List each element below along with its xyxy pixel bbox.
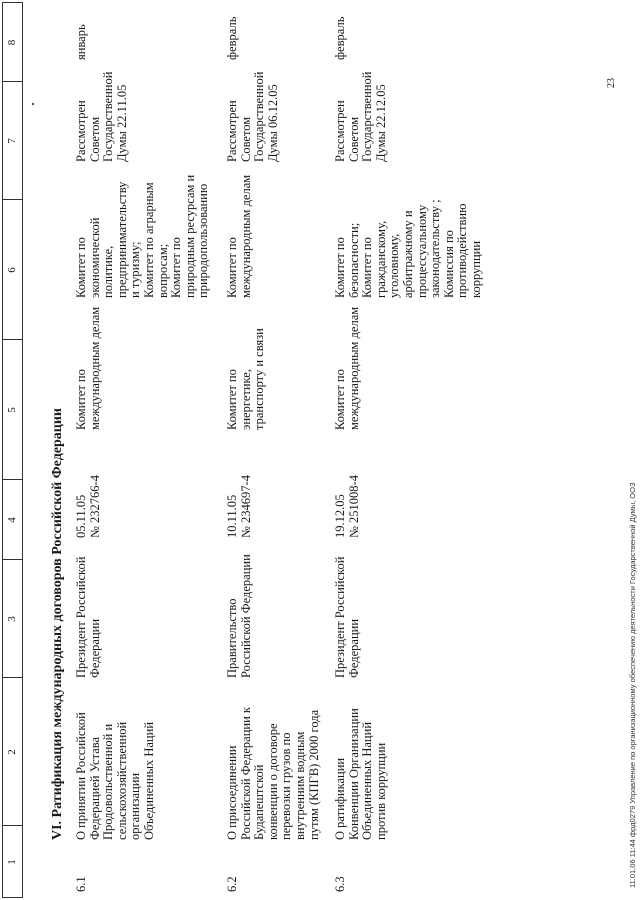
column-header-4: 4	[6, 517, 18, 523]
row-6-3-status: Рассмотрен Советом Государственной Думы 22.12.05	[333, 71, 388, 162]
row-6-1-month: январь	[74, 24, 88, 60]
row-6-1-title: О принятии Российской Федерацией Устава Продовольственной и сельскохозяйственной организации Объединенных Наций	[74, 712, 156, 840]
page-number: 23	[606, 78, 617, 88]
row-6-2-month: февраль	[225, 16, 239, 60]
row-6-1-submitted: 05.11.05 № 232766-4	[74, 475, 102, 538]
scan-mark	[32, 103, 34, 105]
column-header-6: 6	[6, 267, 18, 273]
row-6-1-number: 6.1	[74, 876, 88, 892]
row-6-3-number: 6.3	[333, 876, 347, 892]
section-title: VI. Ратификация международных договоров Российской Федерации	[50, 408, 65, 840]
row-6-2-number: 6.2	[225, 876, 239, 892]
row-6-2-initiator: Правительство Российской Федерации	[225, 554, 253, 678]
row-6-2-submitted: 10.11.05 № 234697-4	[225, 475, 253, 538]
column-header-1: 1	[6, 859, 18, 865]
column-header-7: 7	[6, 138, 18, 144]
row-6-3-committee: Комитет по международным делам	[333, 306, 361, 430]
row-6-3-initiator: Президент Российской Федерации	[333, 556, 361, 678]
column-header-3: 3	[6, 616, 18, 622]
row-6-3-co-committees: Комитет по безопасности; Комитет по гражданскому, уголовному, арбитражному и процессуальному законодательству ; Комиссия по противодействию коррупции	[333, 199, 483, 298]
print-footer: 11.01.06 11:44 фрд0279 Управление по организационному обеспечению деятельности Государственной Думы, ООЗ	[628, 482, 637, 888]
row-6-2-co-committees: Комитет по международным делам	[225, 174, 253, 298]
row-6-1-initiator: Президент Российской Федерации	[74, 556, 102, 678]
row-6-2-committee: Комитет по энергетике, транспорту и связи	[225, 328, 267, 430]
row-6-2-status: Рассмотрен Советом Государственной Думы 06.12.05	[225, 71, 280, 162]
header-bottom-border	[22, 2, 23, 898]
column-header-8: 8	[6, 39, 18, 46]
row-6-3-submitted: 19.12.05 № 251008-4	[333, 475, 361, 538]
row-6-1-committee: Комитет по международным делам	[74, 306, 102, 430]
row-6-2-title: О присоединении Российской Федерации к Будапештской конвенции о договоре перевозки грузов по внутренним водным путям (КПГВ) 2000 года	[225, 707, 321, 840]
row-6-1-co-committees: Комитет по экономической политике, предпринимательству и туризму; Комитет по аграрным вопросам; Комитет по природным ресурсам и природопользованию	[74, 174, 211, 298]
row-6-1-status: Рассмотрен Советом Государственной Думы 22.11.05	[74, 71, 129, 162]
row-6-3-month: февраль	[333, 16, 347, 60]
column-header-5: 5	[6, 407, 18, 413]
column-header-2: 2	[6, 749, 18, 755]
row-6-3-title: О ратификации Конвенции Организации Объединенных Наций против коррупции	[333, 708, 388, 840]
